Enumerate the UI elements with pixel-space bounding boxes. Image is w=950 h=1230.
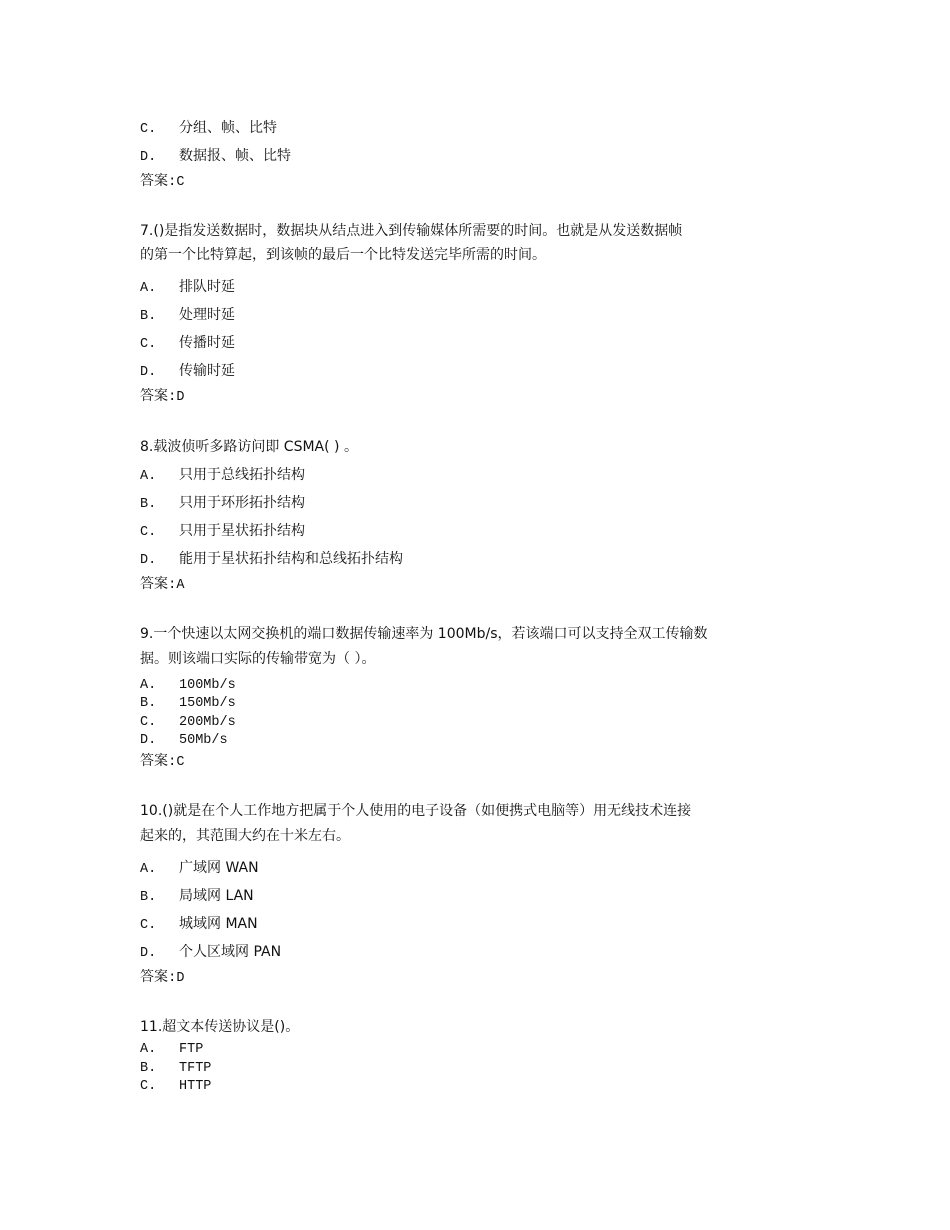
- answer-label: 答案: [140, 576, 168, 592]
- q7-option-d: [140, 362, 235, 382]
- option-text: 200Mb/s: [179, 715, 236, 730]
- answer-colon: :: [168, 389, 177, 405]
- answer-value: C: [176, 175, 185, 190]
- q9-option-d: [140, 730, 228, 750]
- q8-answer: [140, 575, 185, 595]
- option-text: 分组、帧、比特: [179, 120, 277, 136]
- answer-colon: :: [168, 970, 177, 986]
- option-letter: D.: [140, 733, 157, 748]
- q10-option-a: [140, 859, 259, 879]
- option-letter: B.: [140, 696, 157, 711]
- option-letter: C.: [140, 918, 157, 933]
- q9-option-c: [140, 712, 236, 732]
- option-letter: C.: [140, 1079, 157, 1094]
- answer-label: 答案: [140, 388, 168, 404]
- option-text: 传输时延: [179, 363, 235, 379]
- q10-option-d: [140, 943, 281, 963]
- q6-option-d: [140, 147, 291, 167]
- option-text: 城域网 MAN: [179, 916, 258, 932]
- option-text: 只用于环形拓扑结构: [179, 495, 305, 511]
- option-letter: B.: [140, 497, 157, 512]
- q9-stem-line2: 据。则该端口实际的传输带宽为（ ）。: [140, 651, 376, 667]
- option-text: 传播时延: [179, 335, 235, 351]
- q11-option-a: [140, 1039, 203, 1059]
- answer-value: A: [176, 578, 185, 593]
- q11-option-c: [140, 1076, 211, 1096]
- q8-stem-line1: 8.载波侦听多路访问即 CSMA( ) 。: [140, 439, 358, 455]
- option-text: TFTP: [179, 1061, 212, 1076]
- q9-answer: [140, 752, 185, 772]
- option-letter: A.: [140, 1042, 157, 1057]
- q8-option-d: [140, 550, 403, 570]
- q10-option-b: [140, 887, 254, 907]
- option-text: 数据报、帧、比特: [179, 148, 291, 164]
- option-text: 只用于总线拓扑结构: [179, 467, 305, 483]
- option-text: 只用于星状拓扑结构: [179, 523, 305, 539]
- option-letter: C.: [140, 337, 157, 352]
- option-text: 50Mb/s: [179, 733, 228, 748]
- q7-stem-line1: 7.()是指发送数据时，数据块从结点进入到传输媒体所需要的时间。也就是从发送数据帧: [140, 223, 683, 239]
- option-letter: A.: [140, 862, 157, 877]
- q7-option-c: [140, 334, 235, 354]
- q10-stem-line1: 10.()就是在个人工作地方把属于个人使用的电子设备（如便携式电脑等）用无线技术连接: [140, 803, 692, 819]
- option-letter: B.: [140, 890, 157, 905]
- option-letter: C.: [140, 525, 157, 540]
- option-text: 150Mb/s: [179, 696, 236, 711]
- answer-colon: :: [168, 577, 177, 593]
- option-letter: D.: [140, 150, 157, 165]
- answer-value: D: [176, 390, 185, 405]
- q7-option-b: [140, 306, 235, 326]
- option-letter: A.: [140, 469, 157, 484]
- q9-stem-line1: 9.一个快速以太网交换机的端口数据传输速率为 100Mb/s，若该端口可以支持全双工传输数: [140, 626, 708, 642]
- q10-option-c: [140, 915, 258, 935]
- q7-option-a: [140, 278, 235, 298]
- q7-stem-line2: 的第一个比特算起，到该帧的最后一个比特发送完毕所需的时间。: [140, 247, 546, 263]
- option-text: 处理时延: [179, 307, 235, 323]
- q7-answer: [140, 387, 185, 407]
- q6-option-c: [140, 119, 277, 139]
- answer-colon: :: [168, 754, 177, 770]
- option-text: HTTP: [179, 1079, 212, 1094]
- answer-label: 答案: [140, 753, 168, 769]
- option-letter: B.: [140, 309, 157, 324]
- answer-colon: :: [168, 174, 177, 190]
- answer-label: 答案: [140, 969, 168, 985]
- option-text: FTP: [179, 1042, 204, 1057]
- answer-value: C: [176, 755, 185, 770]
- q8-option-b: [140, 494, 305, 514]
- option-text: 排队时延: [179, 279, 235, 295]
- q8-option-c: [140, 522, 305, 542]
- answer-value: D: [176, 971, 185, 986]
- option-text: 100Mb/s: [179, 678, 236, 693]
- option-letter: C.: [140, 715, 157, 730]
- q10-stem-line2: 起来的，其范围大约在十米左右。: [140, 828, 350, 844]
- answer-label: 答案: [140, 173, 168, 189]
- option-letter: B.: [140, 1061, 157, 1076]
- q9-option-b: [140, 693, 236, 713]
- option-letter: D.: [140, 553, 157, 568]
- option-letter: A.: [140, 281, 157, 296]
- option-letter: C.: [140, 122, 157, 137]
- option-letter: D.: [140, 365, 157, 380]
- option-letter: D.: [140, 946, 157, 961]
- option-text: 局域网 LAN: [179, 888, 254, 904]
- q10-answer: [140, 968, 185, 988]
- option-text: 个人区域网 PAN: [179, 944, 282, 960]
- q9-option-a: [140, 675, 236, 695]
- option-text: 能用于星状拓扑结构和总线拓扑结构: [179, 551, 403, 567]
- option-text: 广域网 WAN: [179, 860, 259, 876]
- q11-stem-line1: 11.超文本传送协议是()。: [140, 1019, 300, 1035]
- q11-option-b: [140, 1058, 211, 1078]
- q8-option-a: [140, 466, 305, 486]
- q6-answer: [140, 172, 185, 192]
- option-letter: A.: [140, 678, 157, 693]
